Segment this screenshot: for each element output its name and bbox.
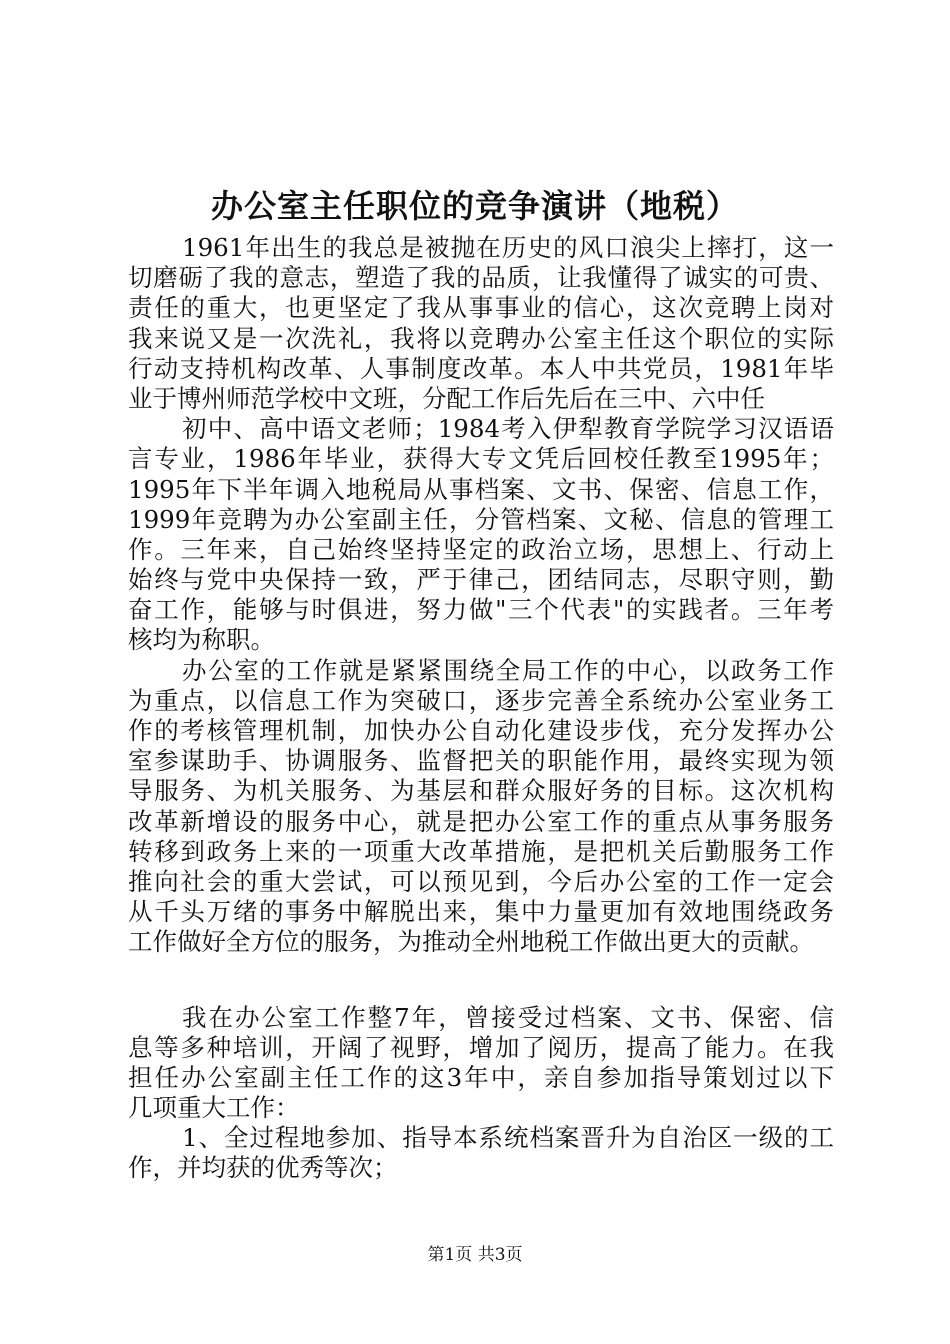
- paragraph-1-line-4: 我来说又是一次洗礼，我将以竞聘办公室主任这个职位的实际: [128, 323, 834, 353]
- paragraph-1-line-3: 责任的重大，也更坚定了我从事事业的信心，这次竞聘上岗对: [128, 293, 834, 323]
- paragraph-3-line-5: 导服务、为机关服务、为基层和群众服好务的目标。这次机构: [128, 776, 834, 806]
- paragraph-2-line-5: 作。三年来，自己始终坚持坚定的政治立场，思想上、行动上: [128, 534, 834, 564]
- paragraph-5-line-1: 1、全过程地参加、指导本系统档案晋升为自治区一级的工: [182, 1123, 834, 1153]
- document-title: 办公室主任职位的竞争演讲（地税）: [210, 187, 739, 225]
- paragraph-3-line-9: 从千头万绪的事务中解脱出来，集中力量更加有效地围绕政务: [128, 897, 834, 927]
- paragraph-4-line-1: 我在办公室工作整7年，曾接受过档案、文书、保密、信: [182, 1002, 834, 1032]
- paragraph-1-line-5: 行动支持机构改革、人事制度改革。本人中共党员，1981年毕: [128, 353, 834, 383]
- paragraph-2-line-3: 1995年下半年调入地税局从事档案、文书、保密、信息工作，: [128, 474, 834, 504]
- paragraph-3-line-10: 工作做好全方位的服务，为推动全州地税工作做出更大的贡献。: [128, 927, 814, 957]
- paragraph-1-line-6: 业于博州师范学校中文班，分配工作后先后在三中、六中任: [128, 383, 765, 413]
- paragraph-2-line-2: 言专业，1986年毕业，获得大专文凭后回校任教至1995年；: [128, 444, 834, 474]
- paragraph-2-line-4: 1999年竞聘为办公室副主任，分管档案、文秘、信息的管理工: [128, 504, 834, 534]
- paragraph-4-line-3: 担任办公室副主任工作的这3年中，亲自参加指导策划过以下: [128, 1062, 834, 1092]
- page-number-footer: 第1页 共3页: [427, 1245, 523, 1265]
- paragraph-5-line-2: 作，并均获的优秀等次；: [128, 1153, 398, 1183]
- paragraph-2-line-7: 奋工作，能够与时俱进，努力做"三个代表"的实践者。三年考: [128, 595, 834, 625]
- paragraph-2-line-8: 核均为称职。: [128, 625, 275, 655]
- paragraph-3-line-8: 推向社会的重大尝试，可以预见到，今后办公室的工作一定会: [128, 866, 834, 896]
- paragraph-3-line-2: 为重点，以信息工作为突破口，逐步完善全系统办公室业务工: [128, 685, 834, 715]
- paragraph-2-line-1: 初中、高中语文老师；1984考入伊犁教育学院学习汉语语: [182, 414, 834, 444]
- paragraph-3-line-4: 室参谋助手、协调服务、监督把关的职能作用，最终实现为领: [128, 746, 834, 776]
- paragraph-3-line-3: 作的考核管理机制，加快办公自动化建设步伐，充分发挥办公: [128, 716, 834, 745]
- paragraph-3-line-1: 办公室的工作就是紧紧围绕全局工作的中心，以政务工作: [182, 655, 834, 685]
- paragraph-2-line-6: 始终与党中央保持一致，严于律己，团结同志，尽职守则，勤: [128, 565, 834, 595]
- paragraph-4-line-4: 几项重大工作：: [128, 1093, 300, 1123]
- paragraph-3-line-6: 改革新增设的服务中心，就是把办公室工作的重点从事务服务: [128, 806, 834, 836]
- paragraph-1-line-2: 切磨砺了我的意志，塑造了我的品质，让我懂得了诚实的可贵、: [128, 263, 834, 293]
- paragraph-1-line-1: 1961年出生的我总是被抛在历史的风口浪尖上摔打，这一: [182, 233, 834, 262]
- paragraph-gap: [128, 958, 834, 1003]
- paragraph-3-line-7: 转移到政务上来的一项重大改革措施，是把机关后勤服务工作: [128, 836, 834, 866]
- document-body: [128, 233, 834, 1184]
- paragraph-4-line-2: 息等多种培训，开阔了视野，增加了阅历，提高了能力。在我: [128, 1032, 834, 1062]
